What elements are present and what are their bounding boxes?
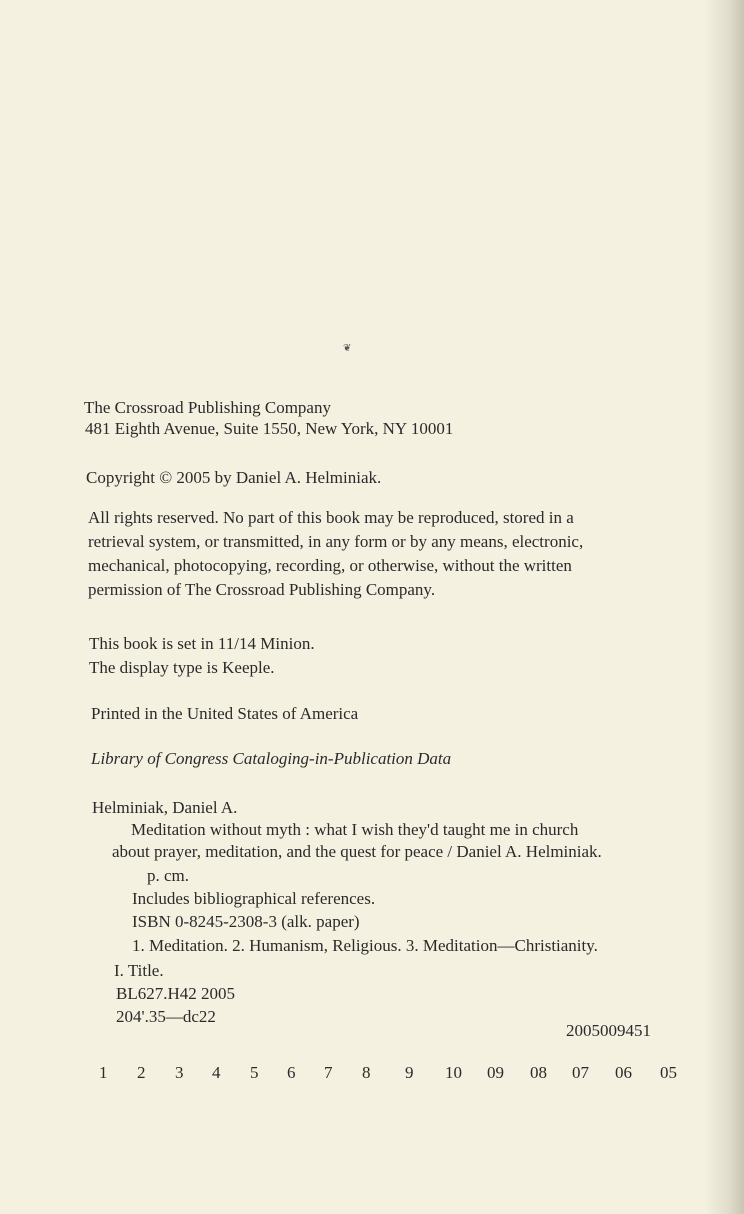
print-run-number: 2 [137,1063,146,1082]
rights-line-4: permission of The Crossroad Publishing Company. [88,580,436,599]
print-run-number: 09 [487,1063,504,1082]
cip-title-entry: I. Title. [114,961,164,980]
print-run-number: 07 [572,1063,589,1082]
typeface-note: This book is set in 11/14 Minion. [89,634,315,653]
print-run-number: 5 [250,1063,259,1082]
cip-lccn: 2005009451 [566,1021,651,1040]
cip-title-line-2: about prayer, meditation, and the quest for peace / Daniel A. Helminiak. [112,842,602,861]
cip-dewey: 204'.35—dc22 [116,1007,216,1026]
print-run-number: 10 [445,1063,462,1082]
publisher-name: The Crossroad Publishing Company [84,398,331,417]
page-edge-shadow [704,0,744,1214]
print-run-number: 05 [660,1063,677,1082]
cip-author: Helminiak, Daniel A. [92,798,238,817]
cip-lc-class: BL627.H42 2005 [116,984,235,1003]
print-run-number: 08 [530,1063,547,1082]
cip-bibliography: Includes bibliographical references. [132,889,376,908]
display-type-note: The display type is Keeple. [89,658,275,677]
printed-in: Printed in the United States of America [91,704,359,723]
ornament-mark: ❦ [343,343,352,354]
print-run-number: 7 [324,1063,333,1082]
print-run-number: 6 [287,1063,296,1082]
print-run-number: 4 [212,1063,221,1082]
print-run-number: 8 [362,1063,371,1082]
cip-title-line-1: Meditation without myth : what I wish they'd taught me in church [131,820,579,839]
cip-isbn: ISBN 0-8245-2308-3 (alk. paper) [132,912,360,931]
rights-line-1: All rights reserved. No part of this book may be reproduced, stored in a [88,508,574,527]
copyright-notice: Copyright © 2005 by Daniel A. Helminiak. [86,468,382,487]
rights-line-2: retrieval system, or transmitted, in any form or by any means, electronic, [88,532,584,551]
rights-line-3: mechanical, photocopying, recording, or otherwise, without the written [88,556,572,575]
print-run-number: 3 [175,1063,184,1082]
print-run-number: 06 [615,1063,632,1082]
print-run-number: 9 [405,1063,414,1082]
cip-subjects: 1. Meditation. 2. Humanism, Religious. 3. Meditation—Christianity. [132,936,598,955]
cip-pages: p. cm. [147,866,190,885]
cip-heading: Library of Congress Cataloging-in-Publication Data [91,749,452,768]
print-run-number: 1 [99,1063,108,1082]
publisher-address: 481 Eighth Avenue, Suite 1550, New York, NY 10001 [85,419,454,438]
print-run-line [0,1063,744,1087]
